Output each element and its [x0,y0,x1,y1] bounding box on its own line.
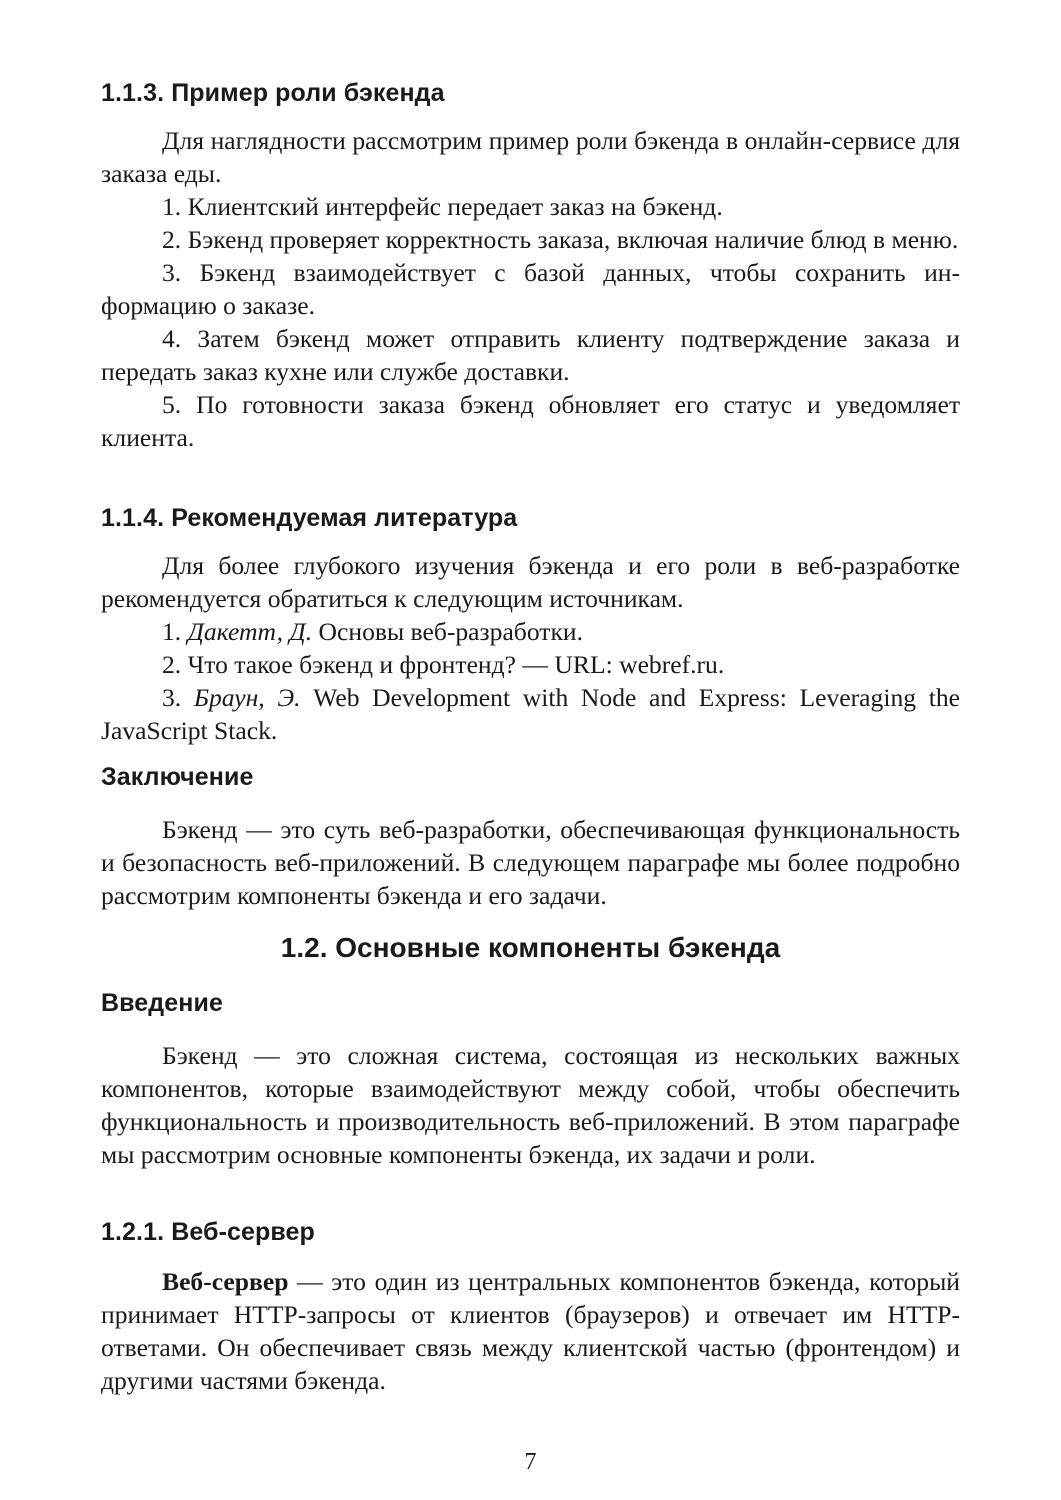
reference-item: 3. Браун, Э. Web Development with Node and Express: Leveraging the JavaScript Stack. [101,683,960,745]
reference-item: 2. Что такое бэкенд и фронтенд? — URL: webref.ru. [162,650,725,679]
section-heading: Заключение [101,763,254,791]
chapter-1-2 [101,931,960,965]
section-1-1-4-body [101,549,960,747]
introduction-body [101,1039,960,1171]
paragraph: Бэкенд — это суть веб-разработки, обеспечивающая функциональность и безопасность веб-приложений. В следующем параграфе мы более подробно рассмотрим компоненты бэкенда и его задачи. [101,815,960,910]
chapter-heading: 1.2. Основные компоненты бэкенда [280,932,781,963]
term: Веб-сервер [162,1267,289,1296]
paragraph: Бэкенд — это сложная система, состоящая из нескольких важных компонентов, которые взаимодействуют между собой, чтобы обеспечить функциональность и производительность веб-приложений. В этом параграфе мы рассмотрим основные компоненты бэкенда, их задачи и роли. [101,1041,960,1169]
list-item: 5. По готовности заказа бэкенд обновляет его статус и уведомляет клиента. [101,390,960,452]
section-1-1-4 [101,503,960,533]
section-heading: 1.2.1. Веб-сервер [101,1218,315,1246]
page-number: 7 [524,1449,537,1475]
introduction-section [101,988,960,1018]
paragraph: Для более глубокого изучения бэкенда и его роли в веб-разработке рекомендуется обратиться к следующим источникам. [101,551,960,613]
list-item: 3. Бэкенд взаимодействует с базой данных, чтобы сохранить информацию о заказе. [101,258,960,320]
section-heading: 1.1.3. Пример роли бэкенда [101,79,445,107]
section-1-1-3-body [101,124,960,454]
reference-item: 1. Дакетт, Д. Основы веб-разработки. [162,617,583,646]
section-1-2-1-body [101,1265,960,1397]
author: Дакетт, Д. [187,617,313,646]
section-heading: 1.1.4. Рекомендуемая литература [101,504,518,532]
conclusion-section [101,762,960,792]
list-item: 1. Клиентский интерфейс передает заказ на бэкенд. [162,192,723,221]
paragraph: Веб-сервер — это один из центральных компонентов бэкенда, который принимает HTTP-запросы от клиентов (браузеров) и отвечает им HTTP-ответами. Он обеспечивает связь между клиентской частью (фронтендом) и другими частями бэкенда. [101,1267,960,1395]
section-1-1-3 [101,78,960,108]
section-heading: Введение [101,989,223,1017]
conclusion-body [101,813,960,912]
paragraph: Для наглядности рассмотрим пример роли бэкенда в онлайн-сервисе для заказа еды. [101,126,960,188]
list-item: 4. Затем бэкенд может отправить клиенту подтверждение заказа и передать заказ кухне или службе доставки. [101,324,960,386]
author: Браун, Э. [193,683,301,712]
section-1-2-1 [101,1217,960,1247]
list-item: 2. Бэкенд проверяет корректность заказа, включая наличие блюд в меню. [162,225,959,254]
